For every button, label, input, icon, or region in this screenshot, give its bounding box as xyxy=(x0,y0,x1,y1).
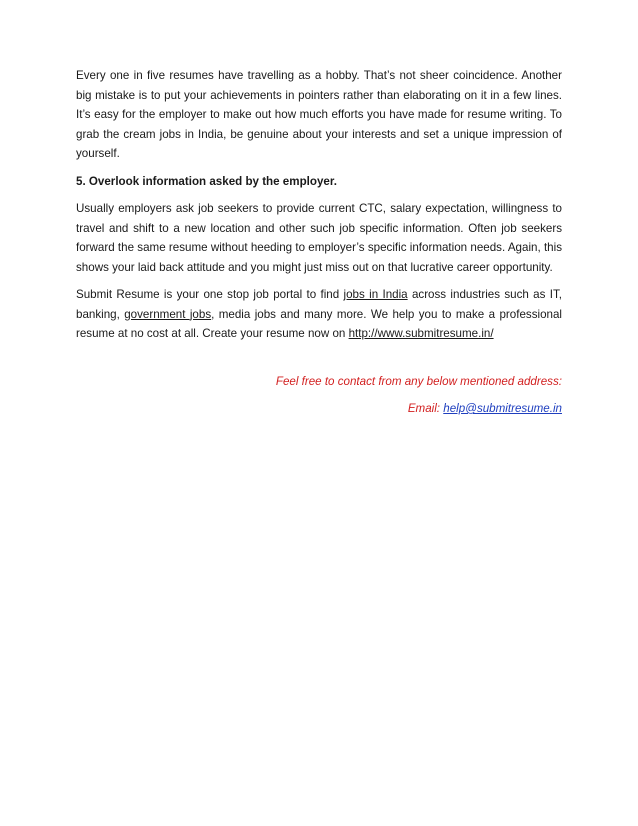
link-submitresume-url[interactable]: http://www.submitresume.in/ xyxy=(348,327,494,340)
link-government-jobs[interactable]: government jobs xyxy=(124,307,212,321)
section-heading: 5. Overlook information asked by the employer. xyxy=(76,174,337,188)
paragraph-submit-resume xyxy=(76,285,562,344)
contact-line: Feel free to contact from any below mentioned address: xyxy=(275,374,562,388)
contact-email-line xyxy=(76,399,562,419)
email-link[interactable]: help@submitresume.in xyxy=(443,402,562,415)
email-label: Email: xyxy=(407,402,444,415)
paragraph-text: Submit Resume is your one stop job portal to find xyxy=(76,288,344,301)
link-jobs-in-india[interactable]: jobs in India xyxy=(343,288,408,301)
paragraph-travel-hobby: Every one in five resumes have travelling as a hobby. That’s not sheer coincidence. Another big mistake is to put your achievements in pointers rather than elaborating on it in a few lines. It’s easy for the employer to make out how much efforts you have made for resume writing. To grab the cream jobs in India, be genuine about your interests and set a unique impression of yourself. xyxy=(76,69,562,160)
paragraph-text: , media jobs and many more. We help you to make a professional resume at no cost at all. Create your resume now on xyxy=(76,307,562,340)
paragraph-text: across industries such as IT, banking, xyxy=(76,288,562,321)
paragraph-employer-info: Usually employers ask job seekers to provide current CTC, salary expectation, willingness to travel and shift to a new location and other such job specific information. Often job seekers forward the same resume without heeding to employer’s specific information needs. Again, this shows your laid back attitude and you might just miss out on that lucrative career opportunity. xyxy=(76,202,562,274)
document-page xyxy=(76,66,562,427)
